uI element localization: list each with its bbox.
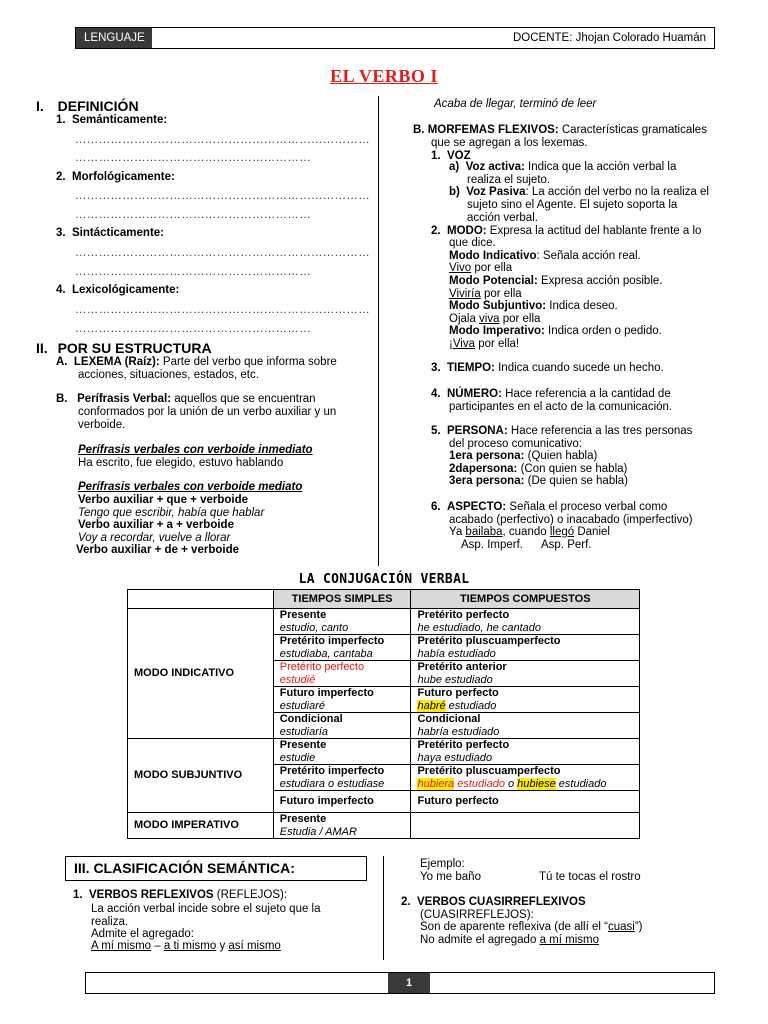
persona-3: 3era persona: (De quien se habla) (449, 475, 628, 487)
aspecto-label-perf: Asp. Perf. (541, 539, 592, 551)
persona-1: 1era persona: (Quien habla) (449, 450, 598, 462)
page-number: 1 (388, 973, 430, 993)
section-1-number: I. (36, 98, 44, 114)
reflexivos-text-cont: realiza. (91, 916, 129, 928)
table-cell: Presente Estudia / AMAR (273, 813, 411, 839)
dotted-line: …………………………………………………… (75, 266, 311, 278)
cuasirreflexivos-sub: (CUASIRREFLEJOS): (420, 909, 534, 921)
ejemplo-1: Yo me baño (420, 871, 481, 883)
section-2-number: II. (36, 340, 48, 356)
conjugation-table (127, 589, 640, 839)
modo-potencial-example: Viviría por ella (449, 288, 522, 300)
modo-indicativo: Modo Indicativo: Señala acción real. (449, 250, 641, 262)
dotted-line: ………………………………………………………………… (75, 190, 370, 202)
table-cell: Pretérito imperfecto estudiara o estudiase (273, 765, 411, 791)
table-cell: Pretérito perfecto haya estudiado (411, 739, 640, 765)
dotted-line: …………………………………………………… (75, 323, 311, 335)
table-header-blank (128, 590, 274, 609)
dotted-line: ………………………………………………………………… (75, 304, 370, 316)
section-3-box (65, 856, 367, 881)
column-divider (378, 96, 379, 566)
table-row (128, 813, 640, 839)
ejemplo-label: Ejemplo: (420, 858, 465, 870)
table-cell: Pretérito pluscuamperfecto había estudiado (411, 635, 640, 661)
modo-imperativo: Modo Imperativo: Indica orden o pedido. (449, 325, 662, 337)
mediato-rule-2: Verbo auxiliar + a + verboide (78, 519, 234, 531)
table-cell: Pretérito perfecto he estudiado, he cantado (411, 609, 640, 635)
reflexivos-text: La acción verbal incide sobre el sujeto que la (91, 903, 321, 915)
table-row (128, 609, 640, 635)
perifrasis-text-cont: verboide. (78, 419, 126, 431)
modo-imperativo-example: ¡Viva por ella! (449, 338, 520, 350)
voz-pasiva-cont: acción verbal. (467, 212, 538, 224)
page-header (75, 27, 715, 49)
cuasirreflexivos-heading: 2. VERBOS CUASIRREFLEXIVOS (401, 896, 586, 908)
mode-subjuntivo-cell: MODO SUBJUNTIVO (128, 739, 274, 813)
mediato-example-1: Tengo que escribir, había que hablar (78, 507, 265, 519)
voz-pasiva-cont: sujeto sino el Agente. El sujeto soporta la (467, 199, 678, 211)
mode-imperativo-cell: MODO IMPERATIVO (128, 813, 274, 839)
persona-item: 5. PERSONA: Hace referencia a las tres personas (431, 425, 693, 437)
mediato-title: Perífrasis verbales con verboide mediato (78, 481, 303, 493)
perifrasis-text-cont: conformados por la unión de un verbo auxiliar y un (78, 406, 337, 418)
dotted-line: ………………………………………………………………… (75, 247, 370, 259)
page-title: EL VERBO I (330, 66, 438, 86)
def-item-1: 1. Semánticamente: (56, 114, 168, 126)
aspecto-example: Ya bailaba, cuando llegó Daniel (449, 526, 610, 538)
reflexivos-examples: A mí mismo – a ti mismo y así mismo (91, 940, 281, 952)
mode-indicativo-cell: MODO INDICATIVO (128, 609, 274, 739)
perifrasis-text: B. Perífrasis Verbal: aquellos que se encuentran (56, 393, 316, 405)
reflexivos-heading: 1. VERBOS REFLEXIVOS (REFLEJOS): (73, 889, 288, 901)
conjugation-title: LA CONJUGACIÓN VERBAL (298, 572, 470, 587)
inmediato-example: Ha escrito, fue elegido, estuvo hablando (78, 457, 284, 469)
voz-pasiva: b) Voz Pasiva: La acción del verbo no la realiza el (449, 186, 709, 198)
voz-activa: a) Voz activa: Indica que la acción verbal la (449, 161, 677, 173)
aspecto-item: 6. ASPECTO: Señala el proceso verbal como (431, 501, 668, 513)
reflexivos-agregado: Admite el agregado: (91, 928, 194, 940)
col-header-simple: TIEMPOS SIMPLES (273, 590, 411, 609)
ejemplo-2: Tú te tocas el rostro (539, 871, 641, 883)
inmediato-title: Perífrasis verbales con verboide inmediato (78, 444, 313, 456)
table-cell: Presente estudio, canto (273, 609, 411, 635)
section-2-title: POR SU ESTRUCTURA (57, 340, 212, 356)
table-cell: Futuro imperfecto estudiaré (273, 687, 411, 713)
table-cell: Futuro perfecto habré estudiado (411, 687, 640, 713)
aspecto-label-imperf: Asp. Imperf. (461, 539, 523, 551)
cuasirreflexivos-text: Son de aparente reflexiva (de allí el “cuasi”) (420, 921, 643, 933)
morfemas-text: que se agregan a los lexemas. (431, 137, 588, 149)
teacher-label: DOCENTE: Jhojan Colorado Huamán (512, 32, 706, 44)
voz-activa-cont: realiza el sujeto. (467, 174, 551, 186)
right-top-example: Acaba de llegar, terminó de leer (434, 98, 597, 110)
mediato-example-2: Voy a recordar, vuelve a llorar (78, 532, 231, 544)
section-1-title: DEFINICIÓN (57, 98, 139, 114)
dotted-line: …………………………………………………… (75, 152, 311, 164)
table-cell: Futuro perfecto (411, 791, 640, 813)
table-cell: Presente estudie (273, 739, 411, 765)
morfemas-heading: B. MORFEMAS FLEXIVOS: Características gramaticales (413, 124, 707, 136)
table-cell: Futuro imperfecto (273, 791, 411, 813)
table-cell-highlight: Pretérito perfecto estudié (273, 661, 411, 687)
def-item-3: 3. Sintácticamente: (56, 227, 165, 239)
numero-item-cont: participantes en el acto de la comunicación. (449, 401, 673, 413)
dotted-line: …………………………………………………… (75, 209, 311, 221)
modo-potencial: Modo Potencial: Expresa acción posible. (449, 275, 663, 287)
dotted-line: ………………………………………………………………… (75, 134, 370, 146)
def-item-4: 4. Lexicológicamente: (56, 284, 180, 296)
lexema-text: A. LEXEMA (Raíz): Parte del verbo que informa sobre (56, 356, 337, 368)
section-2-heading (36, 340, 212, 356)
table-cell: Pretérito imperfecto estudiaba, cantaba (273, 635, 411, 661)
table-cell: Pretérito anterior hube estudiado (411, 661, 640, 687)
persona-2: 2dapersona: (Con quien se habla) (449, 463, 628, 475)
table-cell: Condicional habría estudiado (411, 713, 640, 739)
mediato-rule-3: Verbo auxiliar + de + verboide (76, 544, 239, 556)
col-header-compound: TIEMPOS COMPUESTOS (411, 590, 640, 609)
section-3-title: III. CLASIFICACIÓN SEMÁNTICA: (74, 860, 295, 876)
table-row (128, 739, 640, 765)
persona-item-cont: del proceso comunicativo: (449, 438, 582, 450)
section-1-heading (36, 98, 139, 114)
mediato-rule-1: Verbo auxiliar + que + verboide (78, 494, 249, 506)
modo-heading: 2. MODO: Expresa la actitud del hablante frente a lo (431, 225, 702, 237)
modo-subjuntivo: Modo Subjuntivo: Indica deseo. (449, 300, 618, 312)
modo-indicativo-example: Vivo por ella (449, 262, 513, 274)
column-divider (383, 856, 384, 960)
modo-subjuntivo-example: Ojala viva por ella (449, 313, 541, 325)
table-header-row (128, 590, 640, 609)
table-cell-empty (411, 813, 640, 839)
aspecto-item-cont: acabado (perfectivo) o inacabado (imperfectivo) (449, 514, 693, 526)
lexema-text-cont: acciones, situaciones, estados, etc. (78, 369, 259, 381)
page-footer (85, 972, 715, 994)
def-item-2: 2. Morfológicamente: (56, 171, 175, 183)
table-cell: Condicional estudiaría (273, 713, 411, 739)
modo-text: que dice. (449, 237, 496, 249)
numero-item: 4. NÚMERO: Hace referencia a la cantidad de (431, 388, 671, 400)
table-cell: Pretérito pluscuamperfecto hubiera estudiado o hubiese estudiado (411, 765, 640, 791)
subject-label: LENGUAJE (76, 28, 152, 48)
voz-heading: 1. VOZ (431, 150, 471, 162)
cuasirreflexivos-text-cont: No admite el agregado a mí mismo (420, 934, 599, 946)
tiempo-item: 3. TIEMPO: Indica cuando sucede un hecho. (431, 362, 664, 374)
